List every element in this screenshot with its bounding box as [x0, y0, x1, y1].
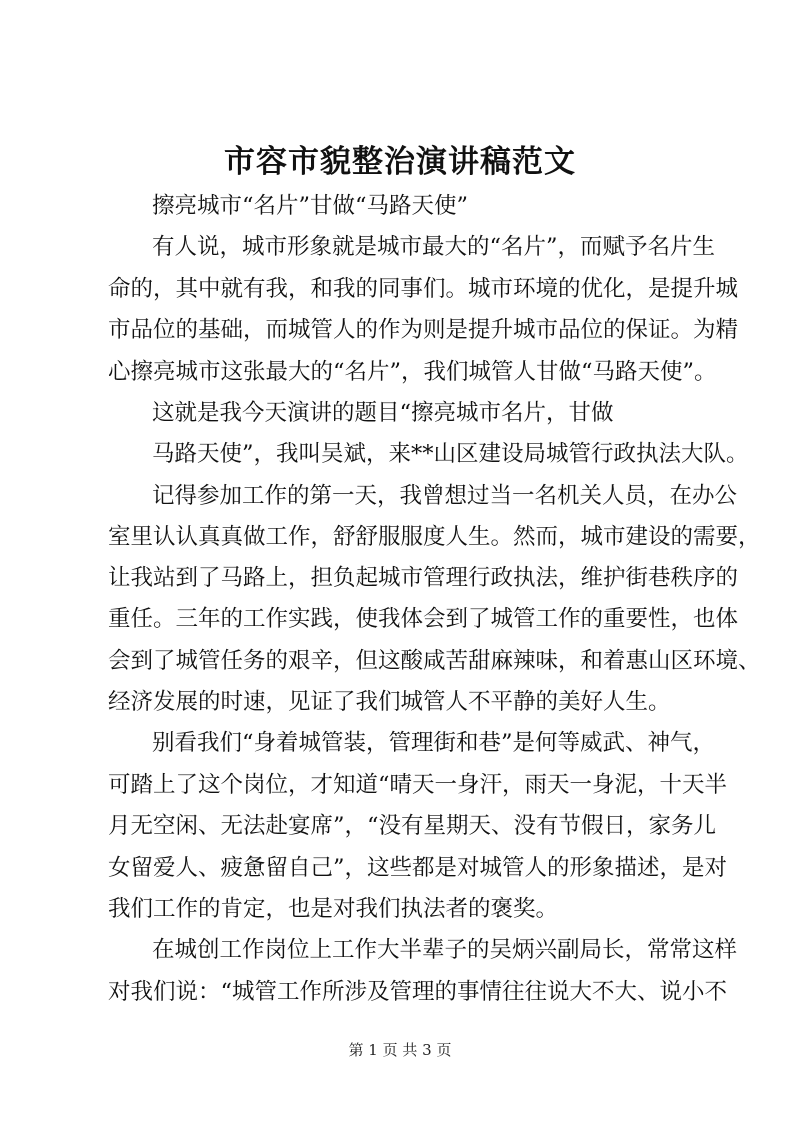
- text-line: 对我们说：“城管工作所涉及管理的事情往往说大不大、说小不: [108, 979, 728, 1005]
- document-title: 市容市貌整治演讲稿范文: [224, 144, 576, 180]
- text-line: 女留爱人、疲惫留自己”，这些都是对城管人的形象描述，是对: [108, 855, 728, 881]
- text-line: 我们工作的肯定，也是对我们执法者的褒奖。: [108, 896, 559, 922]
- text-line: 有人说，城市形象就是城市最大的“名片”，而赋予名片生: [152, 234, 716, 260]
- text-line: 心擦亮城市这张最大的“名片”，我们城管人甘做“马路天使”。: [108, 359, 717, 385]
- text-line: 会到了城管任务的艰辛，但这酸咸苦甜麻辣味，和着惠山区环境、: [108, 648, 761, 674]
- text-line: 马路天使”，我叫吴斌，来**山区建设局城管行政执法大队。: [152, 441, 749, 467]
- text-line: 擦亮城市“名片”甘做“马路天使”: [152, 193, 469, 219]
- page-footer: 第 1 页 共 3 页: [348, 1041, 452, 1059]
- text-line: 在城创工作岗位上工作大半辈子的吴炳兴副局长，常常这样: [152, 937, 738, 963]
- text-line: 经济发展的时速，见证了我们城管人不平静的美好人生。: [108, 689, 671, 715]
- text-line: 市品位的基础，而城管人的作为则是提升城市品位的保证。为精: [108, 317, 739, 343]
- text-line: 让我站到了马路上，担负起城市管理行政执法，维护街巷秩序的: [108, 565, 739, 591]
- text-line: 别看我们“身着城管装，管理街和巷”是何等威武、神气，: [152, 730, 716, 756]
- text-line: 重任。三年的工作实践，使我体会到了城管工作的重要性，也体: [108, 606, 739, 632]
- text-line: 命的，其中就有我，和我的同事们。城市环境的优化，是提升城: [108, 276, 739, 302]
- text-line: 可踏上了这个岗位，才知道“晴天一身汗，雨天一身泥，十天半: [108, 772, 728, 798]
- text-line: 这就是我今天演讲的题目“擦亮城市名片，甘做: [152, 400, 614, 426]
- text-line: 月无空闲、无法赴宴席”，“没有星期天、没有节假日，家务儿: [108, 813, 717, 839]
- text-line: 室里认认真真做工作，舒舒服服度人生。然而，城市建设的需要，: [108, 524, 761, 550]
- text-line: 记得参加工作的第一天，我曾想过当一名机关人员，在办公: [152, 483, 738, 509]
